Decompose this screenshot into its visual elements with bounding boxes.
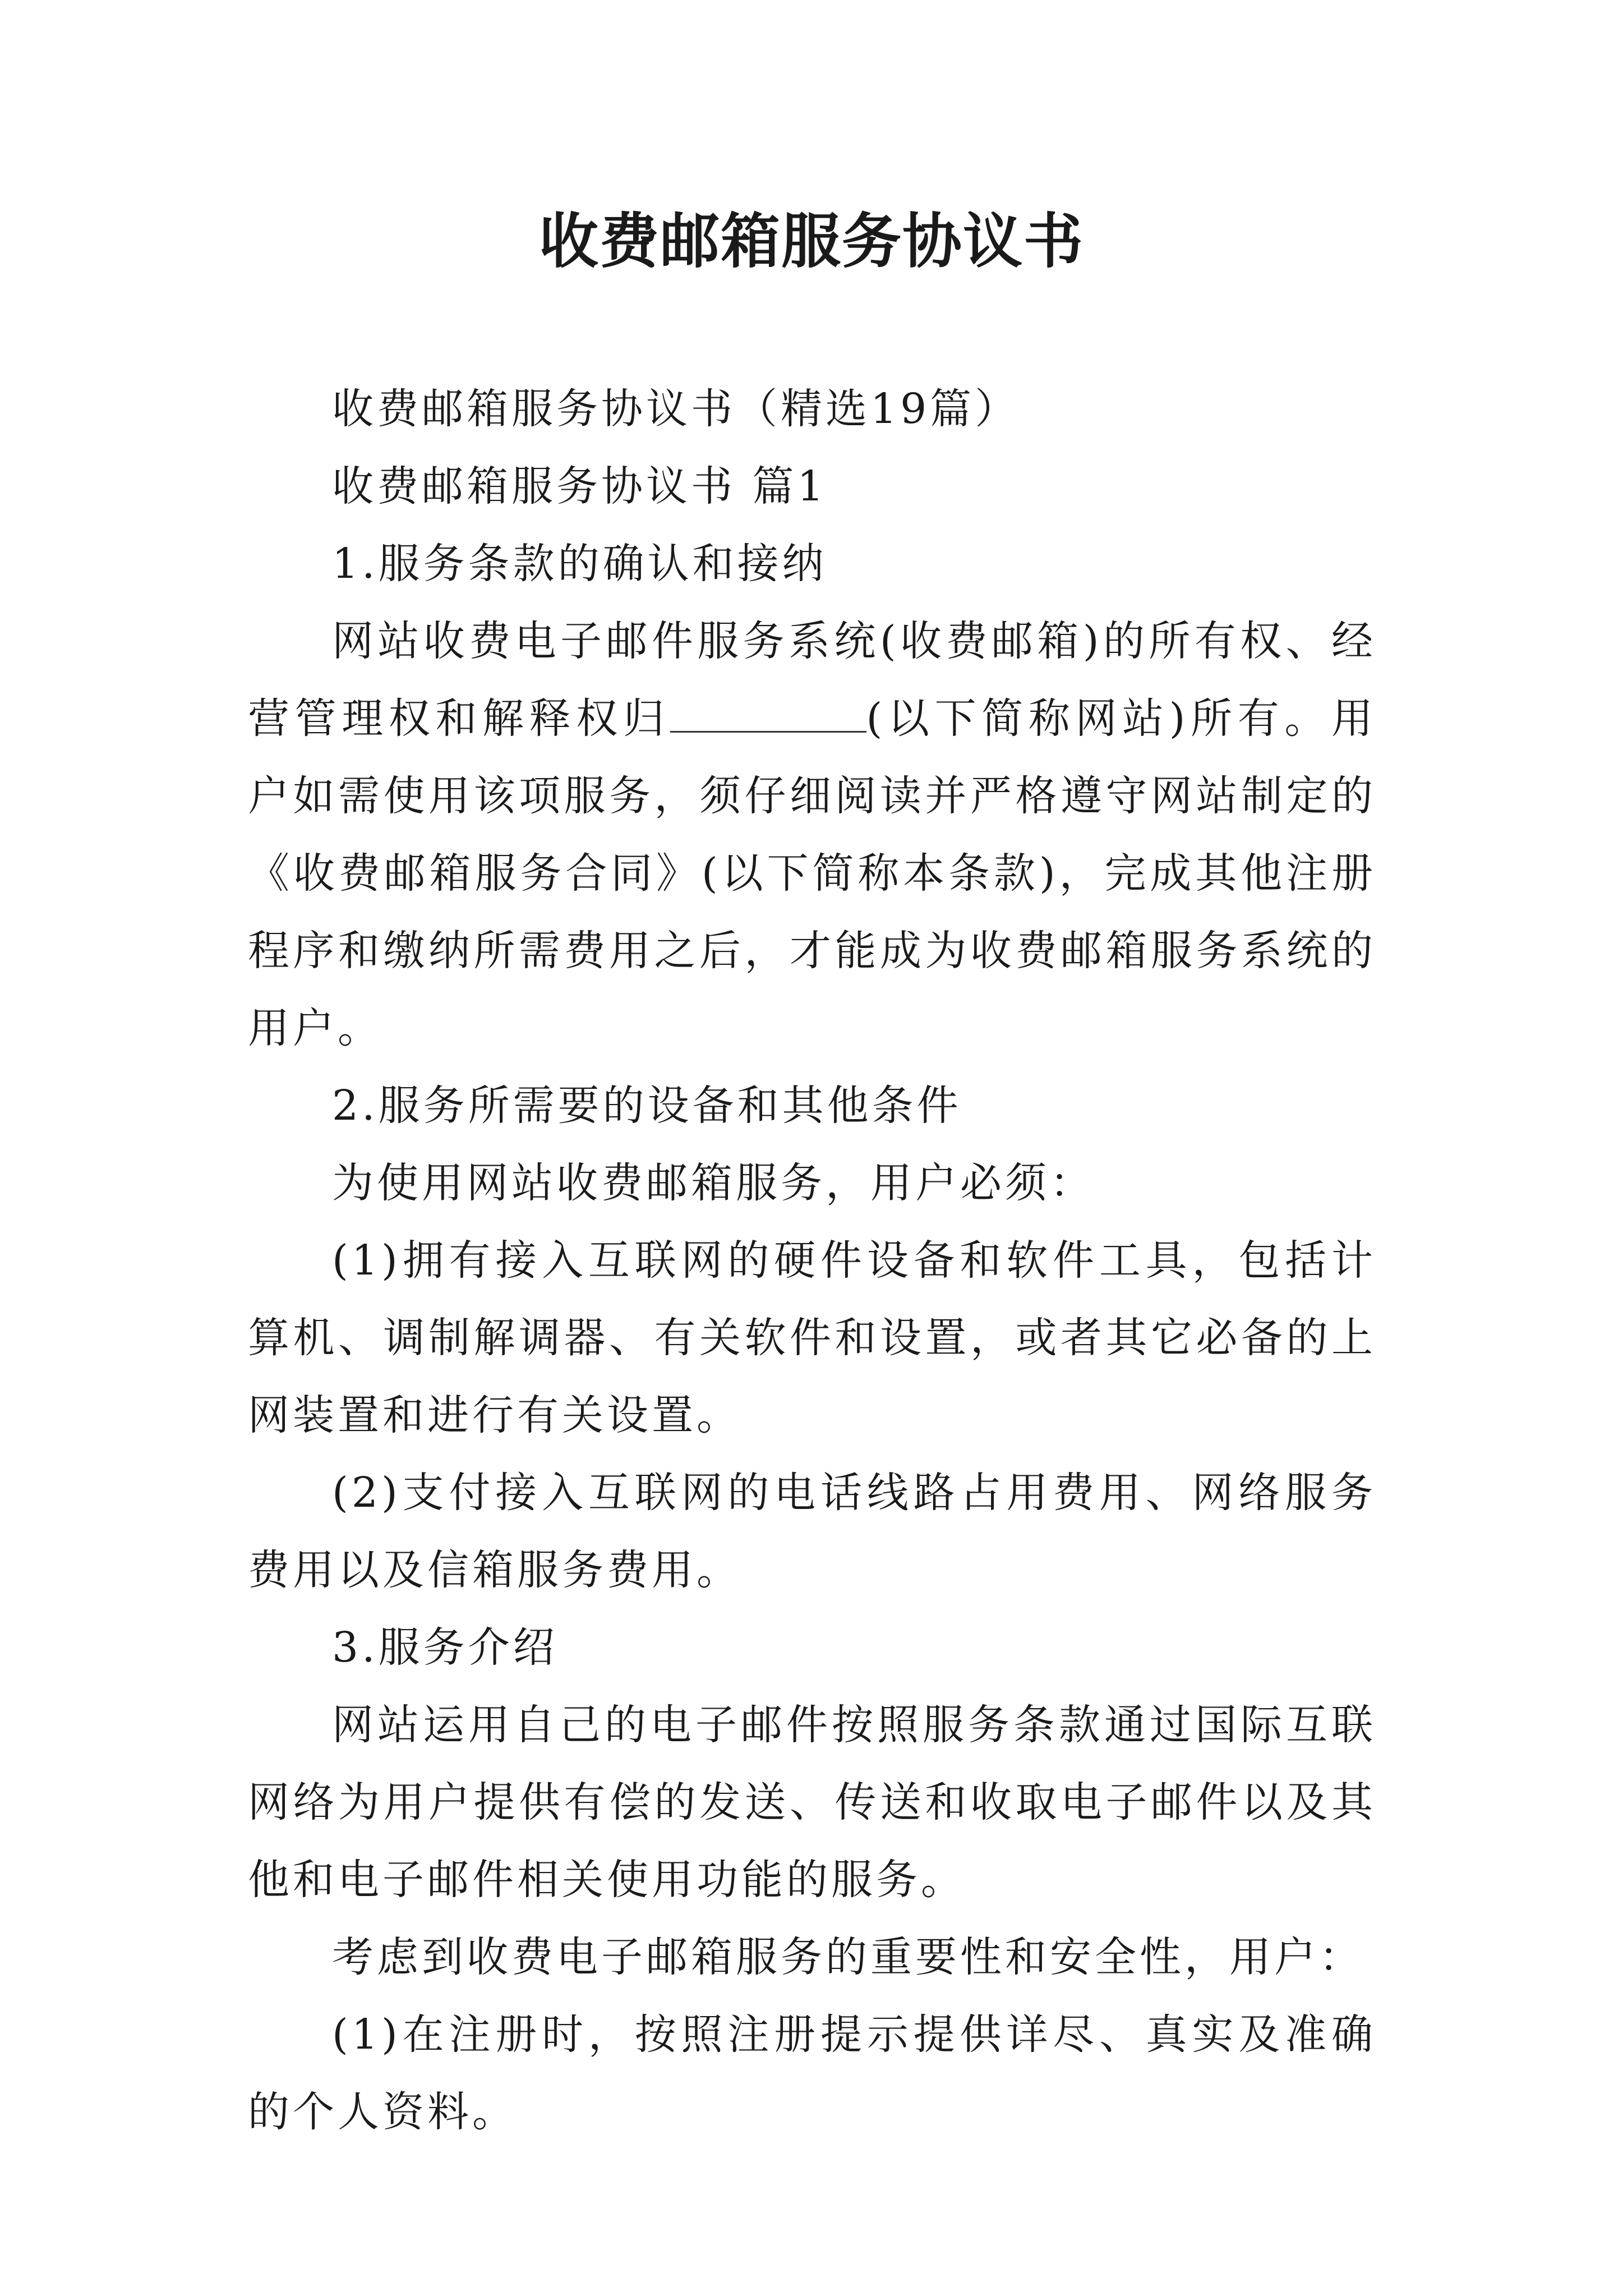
document-title: 收费邮箱服务协议书 <box>539 206 1084 276</box>
clause-heading-3: 3.服务介绍 <box>332 1623 558 1672</box>
section-heading-article-1: 收费邮箱服务协议书 篇1 <box>332 462 827 510</box>
clause-2-intro: 为使用网站收费邮箱服务，用户必须： <box>332 1159 1095 1207</box>
document-body <box>248 370 1376 2151</box>
clause-2-item-1: (1)拥有接入互联网的硬件设备和软件工具，包括计算机、调制解调器、有关软件和设置，或者其它必备的上网装置和进行有关设置。 <box>248 1236 1376 1439</box>
clause-heading-2: 2.服务所需要的设备和其他条件 <box>332 1082 962 1130</box>
subtitle: 收费邮箱服务协议书（精选19篇） <box>332 385 1020 433</box>
clause-3-item-1: (1)在注册时，按照注册提示提供详尽、真实及准确的个人资料。 <box>248 2010 1376 2136</box>
clause-3-paragraph: 网站运用自己的电子邮件按照服务条款通过国际互联网络为用户提供有偿的发送、传送和收取电子邮件以及其他和电子邮件相关使用功能的服务。 <box>248 1701 1376 1904</box>
clause-1-text-part-1: 网站收费电子邮件服务系统(收费邮箱)的所有权、经营管理权和解释权归 <box>248 617 1376 743</box>
clause-heading-1: 1.服务条款的确认和接纳 <box>332 540 827 588</box>
blank-underline <box>670 697 866 733</box>
clause-1-paragraph <box>248 602 1376 1067</box>
clause-3-intro: 考虑到收费电子邮箱服务的重要性和安全性，用户： <box>332 1933 1364 1981</box>
clause-1-text-part-2: (以下简称网站)所有。用户如需使用该项服务，须仔细阅读并严格遵守网站制定的《收费邮箱服务合同》(以下简称本条款)，完成其他注册程序和缴纳所需费用之后，才能成为收费邮箱服务系统的用户。 <box>248 694 1376 1052</box>
clause-2-item-2: (2)支付接入互联网的电话线路占用费用、网络服务费用以及信箱服务费用。 <box>248 1469 1376 1594</box>
